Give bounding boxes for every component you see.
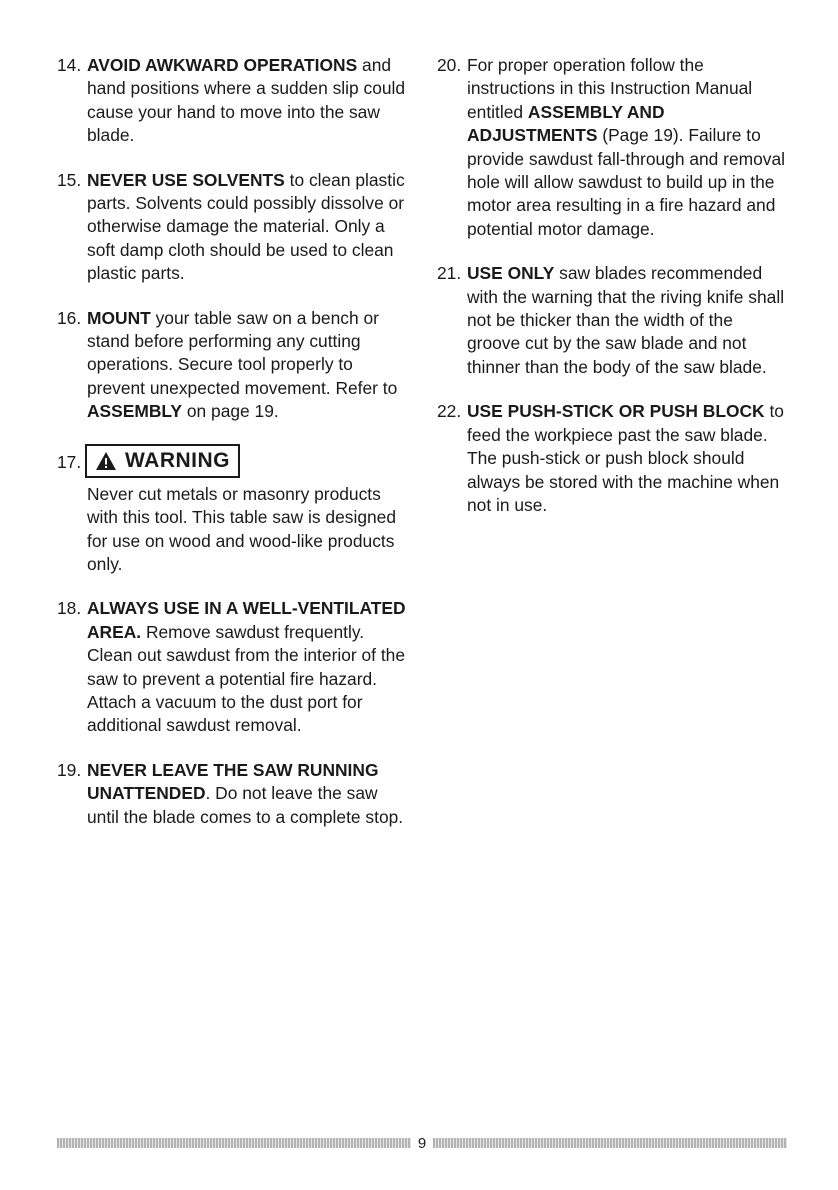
- list-item-16: [57, 307, 407, 424]
- list-item-19: [57, 759, 407, 829]
- item-heading: NEVER LEAVE THE SAW RUNNING UNATTENDED: [87, 759, 379, 804]
- item-number: 14.: [57, 55, 82, 75]
- list-item-14: [57, 54, 407, 148]
- item-text: your table saw on a bench or stand before performing any cutting operations. Secure tool properly to prevent unexpected movement. Refer to: [87, 307, 398, 398]
- footer-rule-left: [57, 1138, 411, 1148]
- item-number: 18.: [57, 598, 82, 619]
- list-item-21: [437, 262, 787, 379]
- item-text: For proper operation follow the instructions in this Instruction Manual entitled: [467, 55, 753, 122]
- item-text-end: on page 19.: [182, 401, 279, 422]
- item-number: 17.: [57, 451, 82, 472]
- item-heading: ALWAYS USE IN A WELL-VENTILATED AREA.: [87, 598, 406, 642]
- item-number: 22.: [437, 401, 462, 422]
- warning-label: [85, 444, 240, 478]
- list-item-17: [57, 445, 407, 577]
- page-number: 9: [417, 1134, 427, 1152]
- item-number: 20.: [437, 55, 462, 75]
- footer-rule-right: [433, 1138, 787, 1148]
- item-heading: USE PUSH-STICK OR PUSH BLOCK: [467, 401, 765, 422]
- list-item-15: [57, 169, 407, 286]
- item-heading: MOUNT: [87, 307, 151, 328]
- item-text: to clean plastic parts. Solvents could possibly dissolve or otherwise damage the material. Only a soft damp cloth should be used to clean plastic parts.: [87, 169, 405, 284]
- item-number: 15.: [57, 169, 82, 190]
- left-column: [57, 54, 407, 850]
- item-number: 21.: [437, 263, 462, 284]
- item-heading: NEVER USE SOLVENTS: [87, 169, 285, 190]
- item-heading: AVOID AWKWARD OPERATIONS: [87, 55, 358, 75]
- list-item-18: [57, 597, 407, 737]
- item-text: and hand positions where a sudden slip could cause your hand to move into the saw blade.: [87, 55, 406, 146]
- warning-triangle-icon: [95, 451, 117, 471]
- item-heading: USE ONLY: [467, 263, 555, 284]
- item-text: saw blades recommended with the warning that the riving knife shall not be thicker than the width of the groove cut by the saw blade and not thinner than the body of the saw blade.: [467, 263, 785, 377]
- item-number: 19.: [57, 759, 82, 780]
- item-heading: ASSEMBLY AND ADJUSTMENTS: [467, 101, 665, 146]
- warning-text: WARNING: [125, 449, 230, 473]
- assembly-reference: ASSEMBLY: [87, 401, 183, 422]
- item-text: to feed the workpiece past the saw blade. The push-stick or push block should always be stored with the machine when not in use.: [467, 401, 784, 515]
- item-text-end: (Page 19). Failure to provide sawdust fall-through and removal hole will allow sawdust to build up in the motor area resulting in a fire hazard and potential motor damage.: [467, 125, 786, 239]
- page-footer: [57, 1134, 787, 1152]
- right-column: [437, 54, 787, 538]
- item-text: Never cut metals or masonry products with this tool. This table saw is designed for use on wood and wood-like products only.: [87, 483, 397, 574]
- warning-header: [57, 445, 407, 478]
- item-number: 16.: [57, 307, 82, 328]
- item-text: . Do not leave the saw until the blade comes to a complete stop.: [87, 783, 404, 827]
- list-item-20: [437, 54, 787, 241]
- item-text: Remove sawdust frequently. Clean out sawdust from the interior of the saw to prevent a potential fire hazard. Attach a vacuum to the dust port for additional sawdust removal.: [87, 621, 406, 736]
- list-item-22: [437, 400, 787, 517]
